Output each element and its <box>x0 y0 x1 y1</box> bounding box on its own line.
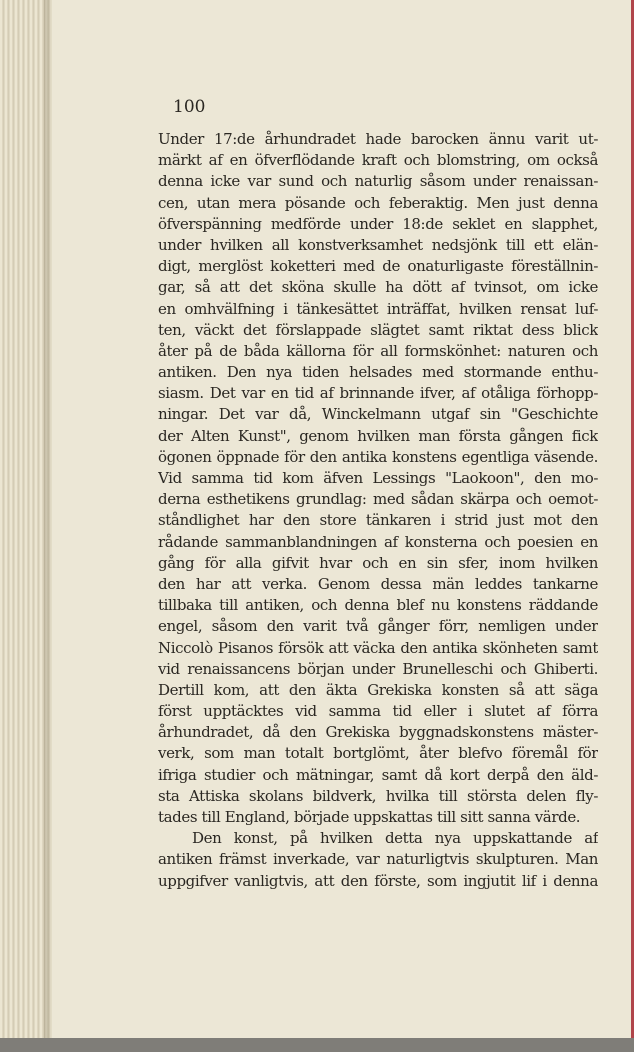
text-line: den har att verka. Genom dessa män leddes tankarne <box>158 574 598 593</box>
page-number: 100 <box>173 97 206 117</box>
text-line: antiken främst inverkade, var naturligtvis skulpturen. Man <box>158 850 598 869</box>
text-line: ståndlighet har den store tänkaren i strid just mot den <box>158 511 598 530</box>
text-line: Under 17:de århundradet hade barocken ännu varit ut- <box>158 130 598 148</box>
text-line: digt, merglöst koketteri med de onaturligaste föreställnin- <box>158 257 598 276</box>
text-line: engel, såsom den varit två gånger förr, nemligen under <box>158 617 598 636</box>
text-line: ifriga studier och mätningar, samt då kort derpå den äld- <box>158 765 598 784</box>
text-line: antiken. Den nya tiden helsades med stormande enthu- <box>158 363 598 382</box>
text-line: århundradet, då den Grekiska byggnadskonstens mäster- <box>158 723 598 742</box>
text-line: Den konst, på hvilken detta nya uppskattande af <box>192 829 598 848</box>
text-line: rådande sammanblandningen af konsterna och poesien en <box>158 532 598 551</box>
body-text <box>158 129 598 892</box>
text-line: cen, utan mera pösande och feberaktig. Men just denna <box>158 193 598 212</box>
text-line: tillbaka till antiken, och denna blef nu konstens räddande <box>158 596 598 615</box>
text-line: ningar. Det var då, Winckelmann utgaf sin "Geschichte <box>158 405 598 424</box>
text-line: ten, väckt det förslappade slägtet samt riktat dess blick <box>158 320 598 339</box>
text-line: sta Attiska skolans bildverk, hvilka till största delen fly- <box>158 786 598 805</box>
text-line: siasm. Det var en tid af brinnande ifver, af otåliga förhopp- <box>158 384 598 403</box>
text-line: derna esthetikens grundlag: med sådan skärpa och oemot- <box>158 490 598 509</box>
text-line: Niccolò Pisanos försök att väcka den antika skönheten samt <box>158 638 598 657</box>
text-line: öfverspänning medförde under 18:de seklet en slapphet, <box>158 214 598 233</box>
text-line: gar, så att det sköna skulle ha dött af tvinsot, om icke <box>158 278 598 297</box>
text-line: ögonen öppnade för den antika konstens egentliga väsende. <box>158 447 598 466</box>
text-line: denna icke var sund och naturlig såsom under renaissan- <box>158 172 598 191</box>
text-line: gång för alla gifvit hvar och en sin sfer, inom hvilken <box>158 553 598 572</box>
text-line: åter på de båda källorna för all formskönhet: naturen och <box>158 341 598 360</box>
text-line: tades till England, började uppskattas till sitt sanna värde. <box>158 808 581 826</box>
scan-bottom-band <box>0 1038 634 1052</box>
text-line: uppgifver vanligtvis, att den förste, som ingjutit lif i denna <box>158 871 598 890</box>
text-line: Dertill kom, att den äkta Grekiska konsten så att säga <box>158 680 598 699</box>
text-line: först upptäcktes vid samma tid eller i slutet af förra <box>158 702 598 721</box>
text-line: under hvilken all konstverksamhet nedsjönk till ett elän- <box>158 235 598 254</box>
text-line: der Alten Kunst", genom hvilken man första gången fick <box>158 426 598 445</box>
text-line: Vid samma tid kom äfven Lessings "Laokoon", den mo- <box>158 469 598 487</box>
text-line: verk, som man totalt bortglömt, åter blefvo föremål för <box>158 744 598 763</box>
text-line: märkt af en öfverflödande kraft och blomstring, om också <box>158 151 598 170</box>
text-line: en omhvälfning i tänkesättet inträffat, hvilken rensat luf- <box>158 299 598 318</box>
text-line: vid renaissancens början under Brunelleschi och Ghiberti. <box>158 659 598 678</box>
